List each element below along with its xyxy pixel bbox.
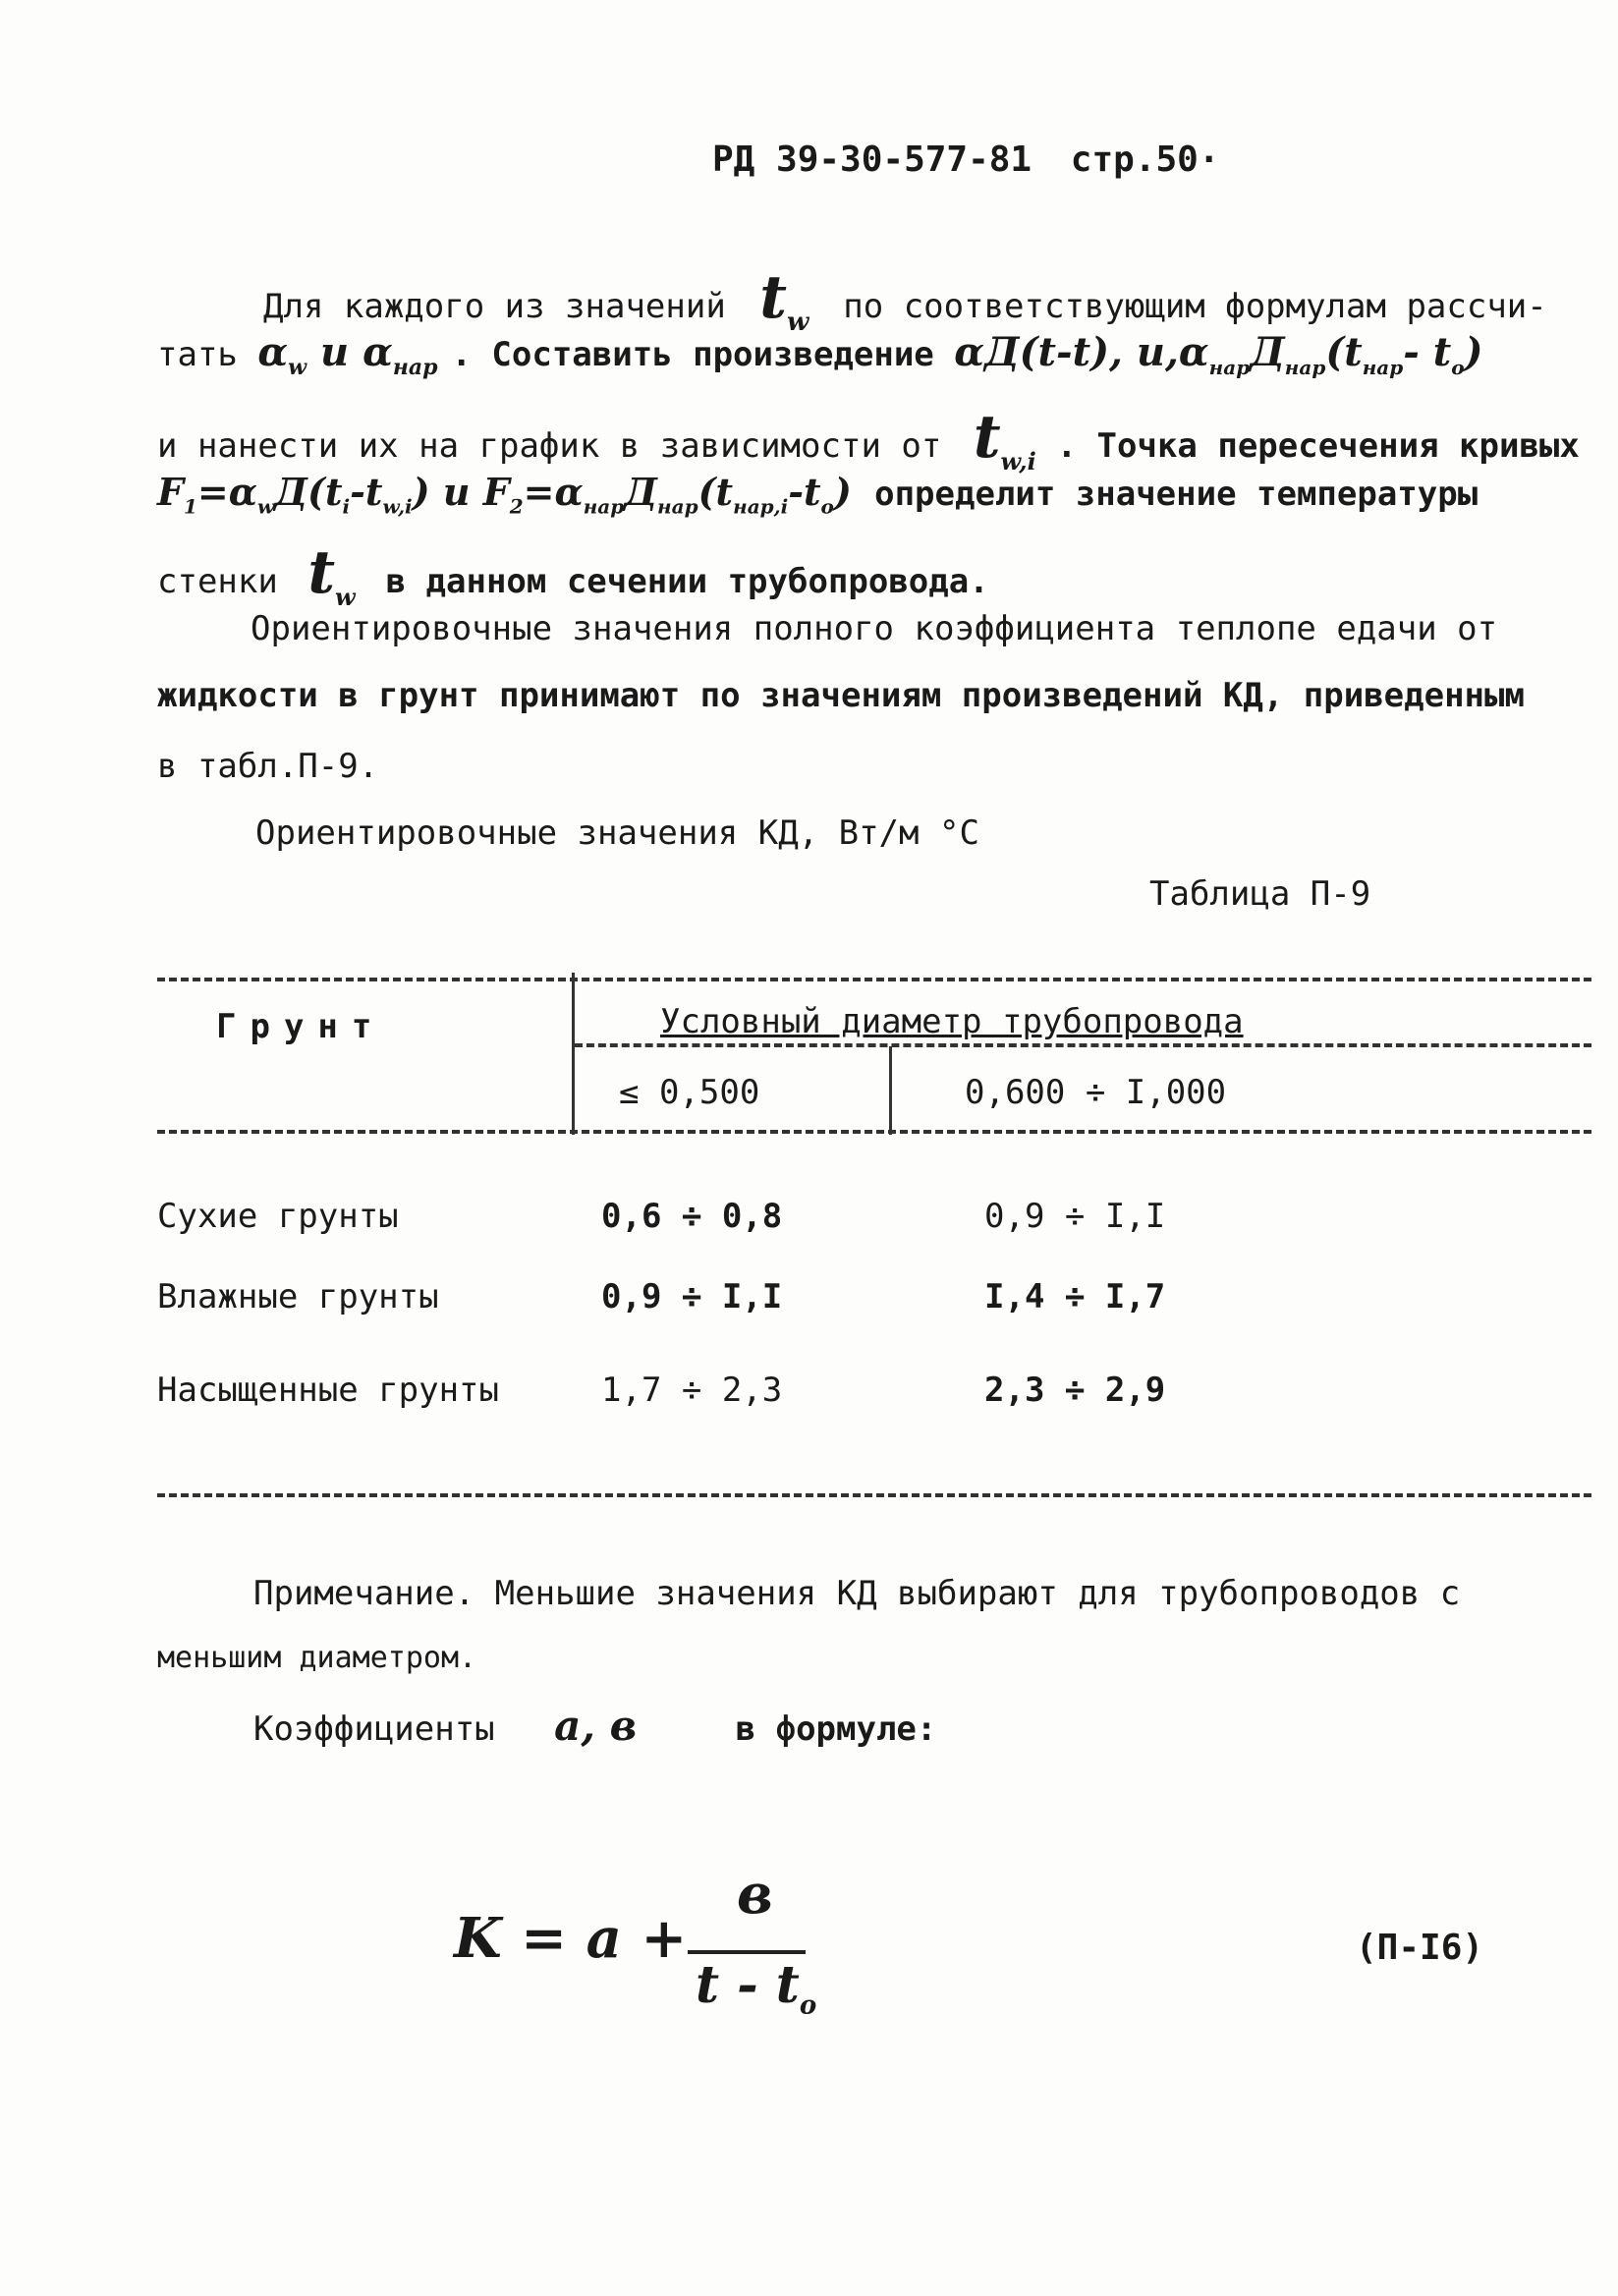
para2-line1: Ориентировочные значения полного коэффициента теплопе едачи от <box>251 609 1498 648</box>
row-value-large: 0,9 ÷ I,I <box>984 1197 1166 1236</box>
row-soil: Насыщенные грунты <box>157 1371 499 1410</box>
header-diameter-small: ≤ 0,500 <box>619 1073 760 1112</box>
symbol-t-w: $t_w$ <box>759 263 809 337</box>
table-label: Таблица П-9 <box>1149 874 1371 914</box>
row-value-small: 0,6 ÷ 0,8 <box>601 1197 783 1236</box>
row-soil: Сухие грунты <box>157 1197 399 1236</box>
note-line1: Примечание. Меньшие значения КД выбирают для трубопроводов с <box>253 1574 1461 1613</box>
header-soil: Грунт <box>216 1007 386 1046</box>
page-number: стр.50· <box>1070 140 1220 180</box>
document-code <box>712 140 1220 180</box>
row-value-small: 1,7 ÷ 2,3 <box>601 1371 783 1410</box>
symbol-t-wi: $t_{w,i}$ <box>973 403 1036 476</box>
header-diameter-large: 0,600 ÷ I,000 <box>965 1073 1227 1112</box>
formula-fraction-bar <box>688 1950 806 1954</box>
note-line2: меньшим диаметром. <box>157 1641 477 1675</box>
para1-line2: тать $\alpha_w$ и $\alpha_{нар}$ . Составить произведение αД(t-t), $и,\alpha_{нар}Д_{нар}(t_{нар}-$ $t_о$) <box>157 329 1483 380</box>
formula-number: (П-I6) <box>1356 1928 1484 1968</box>
para1-line4: $F_1=\alpha_wД(t_i-t_{w,i})$ и $F_2=\alpha_{нар}Д_{нар}(t_{нар,i}-t_о)$ определит значение температуры <box>157 470 1479 519</box>
para2-line2: жидкости в грунт принимают по значениям произведений КД, приведенным <box>157 676 1525 715</box>
formula-lhs: K = a + <box>454 1906 688 1971</box>
para1-line5: стенки $t_w$ в данном сечении трубопровода. <box>157 538 989 611</box>
doc-id: РД 39-30-577-81 <box>712 140 1032 180</box>
table-group-rule <box>575 1043 1591 1047</box>
formula-product-2: $и,\alpha_{нар}Д_{нар}(t_{нар}-$ $t_о$) <box>1136 329 1483 379</box>
row-soil: Влажные грунты <box>157 1277 439 1316</box>
formula-denominator: t - $t_о$ <box>696 1955 817 2021</box>
table-column-divider-1 <box>572 973 575 1135</box>
table-bottom-rule <box>157 1493 1591 1497</box>
coef-symbols: a, в <box>554 1702 638 1750</box>
para1-line3: и нанести их на график в зависимости от $t_{w,i}$ . Точка пересечения кривых <box>157 403 1580 476</box>
table-top-rule <box>157 978 1591 981</box>
row-value-large: 2,3 ÷ 2,9 <box>984 1371 1166 1410</box>
formula-numerator: в <box>737 1862 773 1927</box>
header-diameter: Условный диаметр трубопровода <box>660 1002 1244 1041</box>
row-value-large: I,4 ÷ I,7 <box>984 1277 1166 1316</box>
formula-curves: $F_1=\alpha_wД(t_i-t_{w,i})$ и $F_2=\alpha_{нар}Д_{нар}(t_{нар,i}-t_о)$ <box>157 470 852 519</box>
formula-product-1: αД(t-t), <box>954 329 1123 375</box>
para2-line3: в табл.П-9. <box>157 747 379 786</box>
para1-line1: Для каждого из значений $t_w$ по соответствующим формулам рассчи- <box>263 263 1547 337</box>
table-caption: Ориентировочные значения КД, Вт/м °С <box>255 813 979 853</box>
coefficients-line: Коэффициенты a, в в формуле: <box>253 1702 937 1750</box>
formula-alpha-w: $\alpha_w$ и $\alpha_{нар}$ <box>257 329 438 380</box>
row-value-small: 0,9 ÷ I,I <box>601 1277 783 1316</box>
symbol-t-w-2: $t_w$ <box>307 538 356 611</box>
table-header-rule <box>157 1130 1591 1134</box>
table-column-divider-2 <box>889 1046 892 1135</box>
